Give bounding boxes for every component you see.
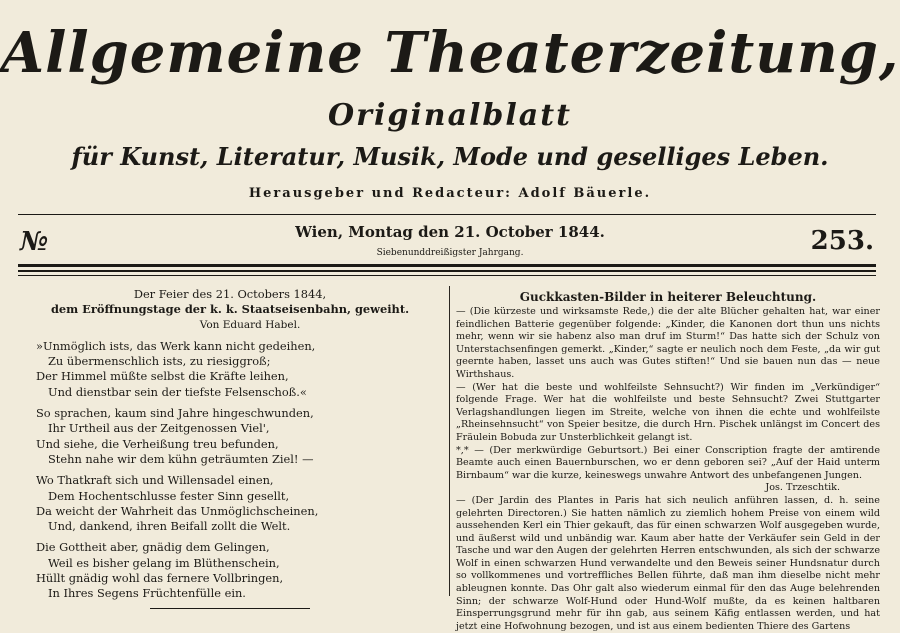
issue-mark: №: [20, 227, 49, 257]
verse-line: Stehn nahe wir dem kühn geträumten Ziel! —: [48, 451, 314, 466]
thin-rule: [18, 275, 876, 276]
header-rule: [18, 214, 876, 215]
poem-stanza: [36, 540, 440, 601]
verse-line: Weil es bisher gelang im Blüthenschein,: [48, 555, 280, 570]
verse-line: Da weicht der Wahrheit das Unmöglichscheinen,: [36, 503, 319, 518]
verse-line: Dem Hochentschlusse fester Sinn gesellt,: [48, 488, 290, 503]
article-paragraph: — (Der Jardin des Plantes in Paris hat sich neulich anführen lassen, d. h. seine gelehrten Directoren.) Sie hatten nämlich zu ziemlich hohem Preise von einem wild aussehenden Kerl ein Thier gekauft, das für einen schwarzen Wolf ausgegeben wurde, und äußerst wild und unbändig war. Kaum aber hatte der Verkäufer sein Geld in der Tasche und war den Augen der gelehrten Herren entschwunden, als sich der schwarze Wolf in einen schwarzen Hund verwandelte und den Beweis seiner Hundsnatur durch so vollkommenes und vortreffliches Bellen führte, daß man ihm dieselbe nicht mehr ableugnen konnte. Das Ohr galt also wiederum einmal für den das Auge belehrenden Sinn; der schwarze Wolf-Hund oder Hund-Wolf mußte, da es keinen haltbaren Einsperrungsgrund mehr für ihn gab, aus seinem Käfig entlassen werden, und hat jetzt eine Hofwohnung bezogen, und ist aus einem bedienten Thiere des Gartens: [456, 494, 880, 632]
article-paragraph: — (Wer hat die beste und wohlfeilste Sehnsucht?) Wir finden im „Verkündiger“ folgende Frage. Wer hat die wohlfeilste und beste Sehnsucht? Zwei Stuttgarter Verlagshandlungen liegen im Streite, welche von ihnen die echte und wohlfeilste „Rheinsehnsucht“ von Speier besitze, die durch Hrn. Pischek unlängst im Concert des Fräulein Bobuda zur Unsterblichkeit gelangt ist.: [456, 381, 880, 443]
dateline: Wien, Montag den 21. October 1844.: [295, 223, 605, 241]
poem-title: Der Feier des 21. Octobers 1844,: [133, 287, 327, 301]
verse-line: Der Himmel müßte selbst die Kräfte leihen,: [36, 369, 289, 384]
verse-line: So sprachen, kaum sind Jahre hingeschwunden,: [36, 406, 314, 421]
masthead-subtitle: Originalblatt: [328, 98, 572, 133]
poem-column: [20, 287, 440, 609]
article-column: [456, 290, 880, 633]
verse-line: In Ihres Segens Früchtenfülle ein.: [48, 586, 246, 601]
poem-stanza: [36, 339, 440, 400]
poem-author: Von Eduard Habel.: [199, 318, 301, 331]
article-title: Guckkasten-Bilder in heiterer Beleuchtung.: [519, 290, 817, 304]
verse-line: Wo Thatkraft sich und Willensadel einen,: [36, 473, 274, 488]
column-divider: [449, 286, 450, 596]
masthead-tagline: für Kunst, Literatur, Musik, Mode und geselliges Leben.: [71, 142, 829, 171]
issue-number: 253.: [810, 226, 874, 256]
verse-line: Und dienstbar sein der tiefste Felsenschoß.«: [48, 384, 307, 399]
masthead-title: Allgemeine Theaterzeitung,: [0, 20, 900, 86]
thick-rule: [18, 270, 876, 272]
verse-line: Hüllt gnädig wohl das fernere Vollbringen,: [36, 571, 284, 586]
article-paragraph: — (Die kürzeste und wirksamste Rede,) die der alte Blücher gehalten hat, war einer feindlichen Batterie gegenüber folgende: „Kinder, die Kanonen dort thun uns nichts mehr, wenn wir sie habenz also man druf im Sturm!“ Das hatte sich der Schulz von Unterstachsenfingen gemerkt. „Kinder,“ sagte er neulich noch dem Feste, „da wir gut geernte haben, lasset uns auch was Gutes stiften!“ Und sie bauen nun das — neue Wirthshaus.: [456, 306, 880, 380]
poem-stanza: [36, 473, 440, 534]
article-paragraph: *,* — (Der merkwürdige Geburtsort.) Bei einer Conscription fragte der amtirende Beamte auch einen Bauernburschen, wo er denn geboren sei? „Auf der Haid unterm Birnbaum“ war die kurze, keineswegs unwahre Antwort des unbefangenen Jungen.: [456, 444, 880, 481]
verse-line: Und, dankend, ihren Beifall zollt die Welt.: [48, 519, 291, 534]
volume-line: Siebenunddreißigster Jahrgang.: [376, 248, 524, 258]
poem-subtitle: dem Eröffnungstage der k. k. Staatseisenbahn, geweiht.: [50, 302, 410, 317]
editor-line: Herausgeber und Redacteur: Adolf Bäuerle.: [248, 186, 652, 201]
article-signature: Jos. Trzeschtik.: [765, 482, 840, 494]
verse-line: Und siehe, die Verheißung treu befunden,: [36, 436, 279, 451]
verse-line: Zu übermenschlich ists, zu riesiggroß;: [48, 354, 271, 369]
poem-end-rule: [150, 608, 310, 609]
verse-line: Die Gottheit aber, gnädig dem Gelingen,: [36, 540, 270, 555]
poem-stanza: [36, 406, 440, 467]
verse-line: »Unmöglich ists, das Werk kann nicht gedeihen,: [36, 338, 316, 353]
thick-rule: [18, 264, 876, 267]
verse-line: Ihr Urtheil aus der Zeitgenossen Viel',: [48, 421, 270, 436]
